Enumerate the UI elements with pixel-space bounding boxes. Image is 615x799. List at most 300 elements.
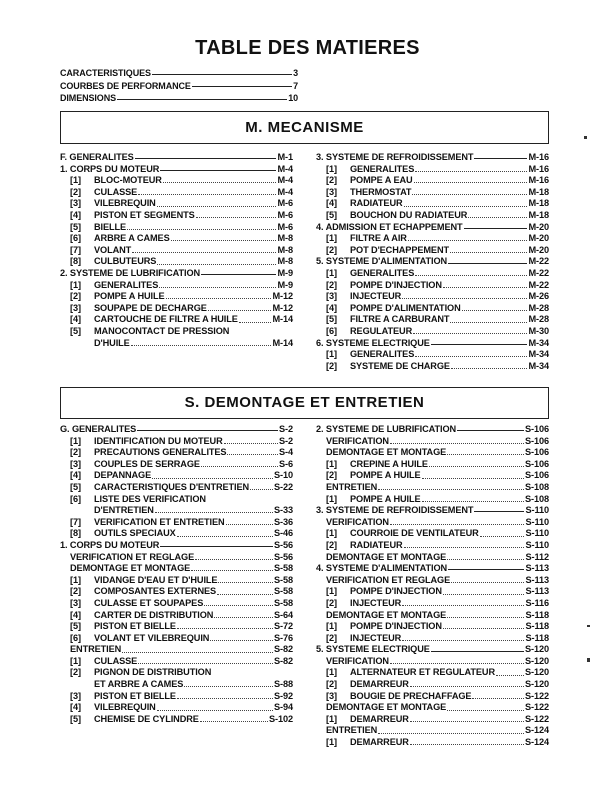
toc-entry-label [316, 256, 447, 268]
toc-entry-label [70, 691, 176, 703]
toc-entry[interactable] [316, 459, 549, 471]
toc-entry-title: VERIFICATION ET ENTRETIEN [94, 516, 225, 527]
toc-entry[interactable] [316, 152, 549, 164]
toc-entry-number: [1] [326, 737, 337, 748]
toc-entry[interactable] [60, 552, 293, 564]
toc-entry-page: S-106 [524, 424, 549, 434]
toc-entry[interactable] [60, 233, 293, 245]
toc-entry[interactable] [60, 610, 293, 622]
toc-entry-label [70, 245, 131, 257]
toc-entry-label [326, 633, 401, 645]
leader-line [132, 252, 276, 253]
leader-line [177, 536, 273, 537]
toc-entry-title: REGULATEUR [350, 325, 413, 336]
toc-entry-number: [2] [326, 360, 337, 371]
toc-entry[interactable] [60, 245, 293, 257]
toc-entry-title: BLOC-MOTEUR [94, 175, 162, 186]
toc-entry[interactable] [316, 338, 549, 350]
toc-entry[interactable] [316, 714, 549, 726]
leader-line [457, 430, 524, 431]
toc-entry-page: S-112 [525, 551, 549, 562]
toc-entry[interactable] [60, 644, 293, 656]
toc-entry-title: POMPE A HUILE [350, 470, 421, 481]
toc-entry-label [326, 586, 442, 598]
toc-entry-page: S-122 [524, 702, 549, 713]
leader-line [410, 686, 524, 687]
toc-entry[interactable] [60, 575, 293, 587]
toc-entry[interactable] [60, 268, 293, 280]
leader-line [131, 345, 272, 346]
toc-entry-title: ENTRETIEN [70, 644, 122, 655]
toc-entry-label [70, 470, 151, 482]
toc-entry-number: [3] [70, 302, 81, 313]
toc-entry-page: 7 [293, 80, 298, 91]
toc-entry-number: [2] [326, 470, 337, 481]
toc-entry[interactable] [316, 222, 549, 234]
toc-entry-label [326, 517, 389, 529]
toc-entry-title: CARTOUCHE DE FILTRE A HUILE [94, 314, 238, 325]
leader-line [163, 182, 277, 183]
toc-entry[interactable] [316, 349, 549, 361]
toc-entry-number: [7] [70, 244, 81, 255]
toc-entry[interactable] [60, 303, 293, 315]
toc-entry-number: [2] [326, 279, 337, 290]
toc-entry-page: S-2 [279, 424, 293, 434]
toc-entry-label [316, 222, 463, 234]
leader-line [474, 158, 527, 159]
toc-entry-page: S-46 [273, 528, 293, 539]
toc-entry-page: S-106 [524, 447, 549, 458]
toc-entry[interactable] [60, 326, 293, 338]
toc-entry-title: D'HUILE [94, 337, 130, 348]
toc-entry-label [316, 338, 430, 350]
toc-entry[interactable] [60, 470, 293, 482]
toc-entry[interactable] [316, 517, 549, 529]
toc-entry-title: GENERALITES [350, 267, 415, 278]
toc-entry[interactable] [316, 447, 549, 459]
toc-entry-label [70, 656, 137, 668]
toc-entry-number: [6] [70, 233, 81, 244]
toc-entry-label [316, 644, 430, 656]
toc-entry[interactable] [316, 494, 549, 506]
toc-entry-label [326, 621, 442, 633]
toc-entry[interactable] [60, 447, 293, 459]
toc-entry-page: M-16 [528, 163, 549, 174]
leader-line [138, 194, 276, 195]
toc-entry[interactable] [316, 291, 549, 303]
toc-entry[interactable] [60, 291, 293, 303]
toc-entry[interactable] [60, 436, 293, 448]
leader-line [157, 710, 273, 711]
toc-entry-page: M-8 [277, 256, 293, 267]
toc-entry[interactable] [316, 361, 549, 373]
toc-entry[interactable] [60, 210, 293, 222]
leader-line [204, 605, 273, 606]
toc-entry-title: VERIFICATION [326, 516, 389, 527]
toc-entry-label [70, 598, 203, 610]
toc-entry-label [326, 470, 421, 482]
toc-entry-label [70, 222, 126, 234]
toc-entry-number: [1] [70, 574, 81, 585]
toc-entry-page: M-4 [277, 186, 293, 197]
leader-line [415, 275, 527, 276]
toc-entry-number: [5] [70, 481, 81, 492]
leader-line [443, 287, 528, 288]
toc-entry[interactable] [316, 679, 549, 691]
toc-entry[interactable] [60, 540, 293, 552]
toc-entry[interactable] [316, 210, 549, 222]
toc-entry-label [326, 436, 389, 448]
toc-entry-number: [1] [326, 528, 337, 539]
leader-line [448, 263, 527, 264]
intro-list [60, 67, 298, 105]
leader-line [152, 478, 273, 479]
toc-entry-page: M-34 [528, 337, 549, 348]
toc-entry[interactable] [316, 702, 549, 714]
toc-entry[interactable] [316, 436, 549, 448]
toc-entry[interactable] [60, 528, 293, 540]
leader-line [195, 559, 273, 560]
toc-entry[interactable] [60, 198, 293, 210]
toc-entry[interactable] [60, 505, 293, 517]
toc-entry[interactable] [60, 92, 298, 105]
toc-entry-page: S-64 [273, 609, 293, 620]
toc-entry-page: S-106 [524, 470, 549, 481]
toc-entry-page: S-122 [524, 713, 549, 724]
toc-entry-page: 10 [288, 93, 298, 103]
toc-entry-label [326, 291, 401, 303]
leader-line [217, 594, 273, 595]
toc-entry[interactable] [316, 233, 549, 245]
toc-entry-label [70, 644, 121, 656]
toc-entry-label [60, 424, 136, 436]
toc-entry-label [326, 303, 461, 315]
toc-entry-page: S-120 [524, 644, 549, 655]
leader-line [431, 344, 528, 345]
toc-entry-label [326, 187, 411, 199]
leader-line [413, 333, 527, 334]
toc-entry-label [70, 494, 206, 506]
toc-entry-title: POMPE D'INJECTION [350, 279, 442, 290]
toc-entry[interactable] [316, 198, 549, 210]
mecanisme-left-column [60, 152, 293, 349]
toc-entry-page: M-30 [528, 325, 549, 336]
toc-entry[interactable] [60, 621, 293, 633]
toc-entry-number: [2] [70, 186, 81, 197]
toc-entry-label [70, 563, 190, 575]
toc-entry-page: M-14 [272, 314, 293, 325]
toc-entry-label [326, 164, 414, 176]
toc-entry-label [326, 679, 409, 691]
toc-entry[interactable] [60, 598, 293, 610]
leader-line [378, 733, 524, 734]
toc-entry-page: S-76 [273, 632, 293, 643]
toc-entry-page: S-22 [273, 481, 293, 492]
toc-entry[interactable] [316, 737, 549, 749]
toc-entry-page: M-9 [277, 267, 293, 278]
toc-entry-page: M-28 [528, 314, 549, 325]
toc-entry[interactable] [316, 540, 549, 552]
toc-entry-title: POMPE A HUILE [350, 493, 421, 504]
toc-entry-page: S-108 [524, 481, 549, 492]
toc-entry[interactable] [316, 598, 549, 610]
toc-entry-page: S-92 [273, 690, 293, 701]
toc-entry[interactable] [316, 424, 549, 436]
toc-entry[interactable] [316, 528, 549, 540]
leader-line [390, 524, 525, 525]
leader-line [155, 512, 273, 513]
toc-entry-label [326, 482, 377, 494]
leader-line [402, 298, 527, 299]
toc-entry[interactable] [316, 667, 549, 679]
section-heading-mecanisme: M. MECANISME [60, 111, 549, 144]
toc-entry[interactable] [60, 67, 298, 80]
toc-entry[interactable] [316, 164, 549, 176]
toc-entry[interactable] [60, 222, 293, 234]
toc-entry-page: S-33 [273, 505, 293, 516]
toc-entry-title: OUTILS SPECIAUX [94, 528, 176, 539]
toc-entry-number: [2] [70, 447, 81, 458]
toc-entry-page: S-110 [525, 505, 549, 516]
toc-entry-page: M-18 [528, 186, 549, 197]
toc-entry[interactable] [316, 656, 549, 668]
toc-entry-label [326, 349, 414, 361]
toc-entry[interactable] [60, 175, 293, 187]
toc-entry-page: S-124 [524, 725, 549, 736]
toc-entry-page: S-82 [273, 644, 293, 655]
toc-entry-label [70, 667, 211, 679]
toc-entry-label [326, 610, 446, 622]
toc-entry[interactable] [60, 187, 293, 199]
leader-line [177, 628, 273, 629]
toc-entry-label [70, 256, 156, 268]
toc-entry[interactable] [316, 314, 549, 326]
toc-entry[interactable] [60, 338, 293, 350]
toc-entry[interactable] [316, 303, 549, 315]
toc-entry[interactable] [60, 494, 293, 506]
leader-line [390, 663, 524, 664]
toc-entry[interactable] [316, 268, 549, 280]
leader-line [464, 228, 528, 229]
toc-entry[interactable] [316, 621, 549, 633]
toc-entry[interactable] [316, 280, 549, 292]
toc-entry-number: [2] [326, 539, 337, 550]
toc-entry[interactable] [60, 702, 293, 714]
leader-line [480, 536, 525, 537]
toc-entry-page: M-18 [528, 209, 549, 220]
toc-entry[interactable] [316, 326, 549, 338]
leader-line [451, 582, 524, 583]
toc-entry-number: [1] [70, 175, 81, 186]
toc-entry-number: [3] [70, 690, 81, 701]
toc-entry-number: [3] [326, 186, 337, 197]
toc-entry[interactable] [316, 691, 549, 703]
toc-entry[interactable] [60, 563, 293, 575]
toc-entry-page: M-22 [528, 279, 549, 290]
toc-entry[interactable] [60, 424, 293, 436]
toc-entry[interactable] [60, 256, 293, 268]
toc-entry-page: S-118 [525, 609, 549, 620]
leader-line [410, 744, 524, 745]
scan-speck [587, 625, 590, 627]
toc-entry-number: [5] [70, 621, 81, 632]
toc-entry-title: ARBRE A CAMES [94, 233, 170, 244]
toc-entry-label [326, 702, 446, 714]
leader-line [210, 640, 273, 641]
toc-entry-page: M-12 [272, 291, 293, 302]
toc-entry-number: [3] [70, 198, 81, 209]
toc-entry[interactable] [60, 586, 293, 598]
mecanisme-right-column [316, 152, 549, 372]
leader-line [447, 617, 524, 618]
toc-entry-title: VERIFICATION ET REGLAGE [70, 551, 195, 562]
leader-line [422, 501, 524, 502]
leader-line [472, 698, 524, 699]
toc-entry[interactable] [316, 644, 549, 656]
toc-entry-label [60, 540, 159, 552]
toc-entry[interactable] [60, 459, 293, 471]
toc-entry-label [326, 361, 450, 373]
toc-entry-label [70, 482, 249, 494]
leader-line [192, 86, 292, 87]
toc-entry-number: [3] [326, 690, 337, 701]
toc-entry-page: S-58 [273, 586, 293, 597]
toc-entry[interactable] [60, 482, 293, 494]
toc-entry-number: [5] [326, 209, 337, 220]
toc-entry-number: [1] [326, 713, 337, 724]
toc-entry-label [70, 702, 156, 714]
toc-entry-title: VILEBREQUIN [94, 198, 156, 209]
leader-line [443, 628, 525, 629]
toc-entry-page: M-16 [528, 152, 549, 162]
toc-entry-label [70, 187, 137, 199]
toc-entry[interactable] [60, 691, 293, 703]
toc-entry-number: [1] [326, 349, 337, 360]
toc-entry[interactable] [316, 256, 549, 268]
toc-entry-page: M-20 [528, 244, 549, 255]
toc-entry-title: SOUPAPE DE DECHARGE [94, 302, 207, 313]
toc-entry[interactable] [316, 725, 549, 737]
toc-entry[interactable] [316, 470, 549, 482]
leader-line [496, 675, 524, 676]
leader-line [450, 322, 527, 323]
toc-entry[interactable] [316, 505, 549, 517]
toc-entry[interactable] [60, 314, 293, 326]
toc-entry[interactable] [316, 245, 549, 257]
leader-line [184, 686, 273, 687]
toc-entry[interactable] [316, 633, 549, 645]
toc-entry-title: DEMARREUR [350, 679, 409, 690]
leader-line [200, 721, 268, 722]
toc-entry[interactable] [60, 656, 293, 668]
toc-entry-number: [2] [326, 244, 337, 255]
toc-entry-title: 1. CORPS DU MOTEUR [60, 539, 160, 550]
toc-entry-label [70, 621, 176, 633]
toc-entry-label [70, 291, 165, 303]
toc-entry-title: GENERALITES [350, 349, 415, 360]
toc-entry-label [70, 175, 162, 187]
toc-entry-number: [4] [70, 609, 81, 620]
toc-entry-title: CARACTERISTIQUES D'ENTRETIEN [94, 481, 250, 492]
leader-line [196, 217, 277, 218]
toc-entry-title: VOLANT [94, 244, 132, 255]
toc-entry[interactable] [316, 563, 549, 575]
toc-entry-page: M-34 [528, 360, 549, 371]
toc-entry[interactable] [60, 517, 293, 529]
toc-entry-label [326, 326, 412, 338]
leader-line [226, 524, 273, 525]
toc-entry-label [326, 667, 495, 679]
toc-entry[interactable] [316, 575, 549, 587]
toc-entry-label [94, 505, 154, 517]
toc-entry-title: MANOCONTACT DE PRESSION [94, 325, 230, 336]
leader-line [227, 454, 278, 455]
toc-entry-title: VILEBREQUIN [94, 702, 156, 713]
toc-entry-label [70, 552, 194, 564]
toc-entry-page: S-36 [273, 516, 293, 527]
toc-entry-page: M-8 [277, 233, 293, 244]
toc-entry-page: M-9 [277, 279, 293, 290]
toc-entry[interactable] [316, 187, 549, 199]
toc-entry[interactable] [60, 152, 293, 164]
toc-entry-title: DIMENSIONS [60, 93, 117, 103]
toc-entry[interactable] [60, 633, 293, 645]
toc-entry-title: THERMOSTAT [350, 186, 412, 197]
toc-entry[interactable] [316, 175, 549, 187]
leader-line [191, 570, 273, 571]
toc-entry[interactable] [316, 586, 549, 598]
toc-entry[interactable] [316, 610, 549, 622]
toc-entry[interactable] [316, 482, 549, 494]
toc-entry[interactable] [60, 164, 293, 176]
toc-entry[interactable] [60, 280, 293, 292]
toc-entry-label [60, 152, 134, 164]
toc-entry[interactable] [60, 80, 298, 93]
toc-entry[interactable] [60, 667, 293, 679]
leader-line [447, 710, 524, 711]
toc-entry[interactable] [60, 679, 293, 691]
toc-entry-page: S-108 [524, 493, 549, 504]
toc-entry[interactable] [60, 714, 293, 726]
toc-entry-title: BOUCHON DU RADIATEUR [350, 209, 468, 220]
leader-line [429, 466, 524, 467]
toc-entry-number: [1] [70, 435, 81, 446]
toc-entry-label [326, 656, 389, 668]
toc-entry-number: [1] [326, 458, 337, 469]
toc-entry-page: S-113 [525, 574, 549, 585]
leader-line [250, 489, 273, 490]
toc-entry-number: [1] [326, 621, 337, 632]
toc-entry-label [70, 517, 225, 529]
toc-entry[interactable] [316, 552, 549, 564]
toc-entry-title: PRECAUTIONS GENERALITES [94, 447, 227, 458]
toc-entry-title: DEMONTAGE ET MONTAGE [326, 702, 447, 713]
toc-entry-label [326, 459, 428, 471]
toc-entry-number: [1] [326, 586, 337, 597]
toc-entry-title: POMPE A EAU [350, 175, 413, 186]
toc-entry-page: S-82 [273, 655, 293, 666]
toc-entry-label [60, 80, 191, 93]
toc-entry-label [326, 552, 446, 564]
toc-entry-number: [6] [326, 325, 337, 336]
toc-entry-label [94, 679, 183, 691]
toc-entry-number: [5] [70, 221, 81, 232]
toc-entry-number: [1] [326, 267, 337, 278]
toc-entry-title: G. GENERALITES [60, 424, 137, 434]
toc-entry-page: S-122 [524, 690, 549, 701]
toc-entry-number: [5] [70, 713, 81, 724]
toc-entry-title: RADIATEUR [350, 539, 403, 550]
